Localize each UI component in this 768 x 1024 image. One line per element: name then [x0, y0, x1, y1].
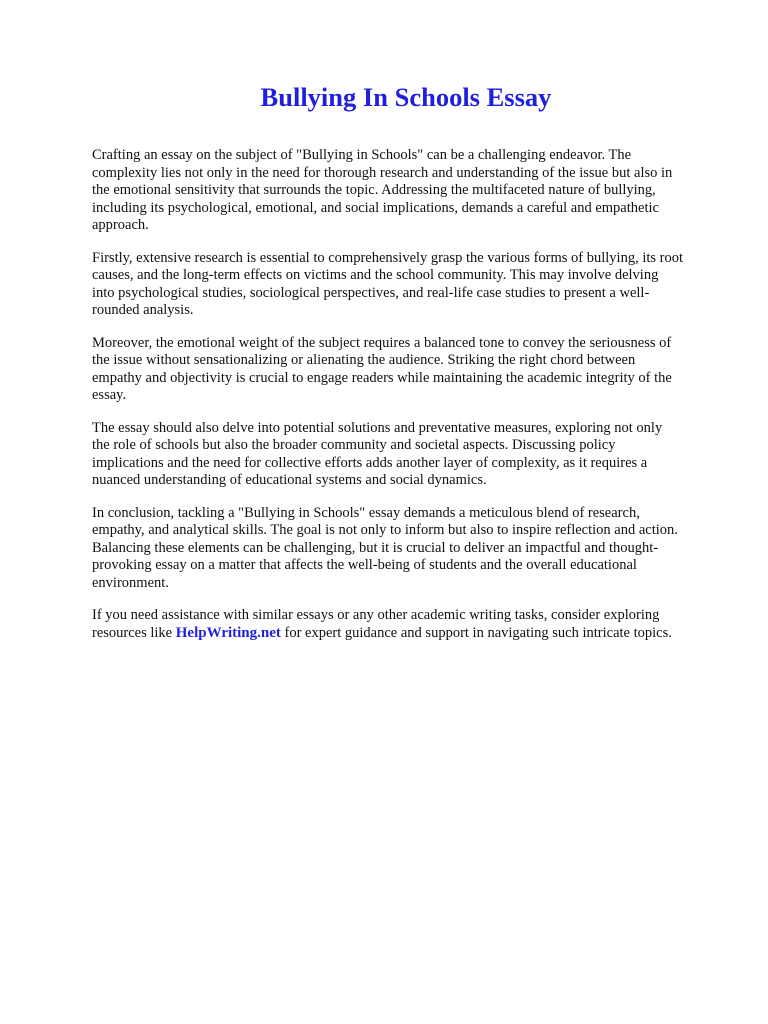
paragraph-line: Firstly, extensive research is essential to comprehensively grasp the various forms of bullying, its root: [92, 249, 684, 266]
paragraph-line: including its psychological, emotional, and social implications, demands a careful and empathetic: [92, 199, 659, 216]
paragraph-line: the emotional sensitivity that surrounds the topic. Addressing the multifaceted nature of bullying,: [92, 182, 656, 198]
helpwriting-link[interactable]: HelpWriting.net: [175, 624, 281, 641]
paragraph-line: into psychological studies, sociological perspectives, and real-life case studies to present a well-: [92, 284, 650, 301]
paragraph-line: the issue without sensationalizing or alienating the audience. Striking the right chord between: [92, 352, 636, 368]
paragraph-line: provoking essay on a matter that affects the well-being of students and the overall educational: [92, 557, 637, 573]
paragraph-intro: [92, 147, 728, 235]
paragraph-line: essay.: [92, 387, 127, 403]
paragraph-line: The essay should also delve into potential solutions and preventative measures, exploring not only: [92, 419, 663, 436]
paragraph-line-with-link: [92, 625, 728, 643]
paragraph-line: the role of schools but also the broader community and societal aspects. Discussing policy: [92, 437, 616, 453]
paragraph-line: nuanced understanding of educational systems and social dynamics.: [92, 472, 487, 488]
paragraph-line: complexity lies not only in the need for thorough research and understanding of the issue but also in: [92, 164, 673, 181]
paragraph-closing: [92, 607, 728, 642]
paragraph-line: environment.: [92, 574, 169, 591]
paragraph-tone: [92, 335, 728, 405]
paragraph-line: If you need assistance with similar essays or any other academic writing tasks, consider exploring: [92, 607, 660, 623]
closing-text-before-link: resources like: [92, 624, 176, 641]
closing-text-after-link: for expert guidance and support in navigating such intricate topics.: [280, 624, 672, 641]
paragraph-line: Balancing these elements can be challenging, but it is crucial to deliver an impactful and thought-: [92, 539, 659, 556]
paragraph-conclusion: [92, 505, 728, 593]
paragraph-line: Crafting an essay on the subject of "Bullying in Schools" can be a challenging endeavor. The: [92, 147, 632, 163]
document-title: Bullying In Schools Essay: [260, 82, 552, 112]
paragraph-solutions: [92, 420, 728, 490]
paragraph-line: approach.: [92, 217, 149, 233]
paragraph-line: causes, and the long-term effects on victims and the school community. This may involve delving: [92, 267, 659, 283]
paragraph-line: In conclusion, tackling a "Bullying in Schools" essay demands a meticulous blend of research,: [92, 504, 640, 521]
document-body: [92, 147, 728, 657]
paragraph-line: Moreover, the emotional weight of the subject requires a balanced tone to convey the seriousness of: [92, 334, 672, 351]
paragraph-line: implications and the need for collective efforts adds another layer of complexity, as it requires a: [92, 454, 648, 471]
paragraph-line: rounded analysis.: [92, 302, 194, 318]
paragraph-research: [92, 250, 728, 320]
paragraph-line: empathy, and analytical skills. The goal is not only to inform but also to inspire reflection and action.: [92, 522, 678, 538]
paragraph-line: empathy and objectivity is crucial to engage readers while maintaining the academic integrity of the: [92, 369, 672, 386]
